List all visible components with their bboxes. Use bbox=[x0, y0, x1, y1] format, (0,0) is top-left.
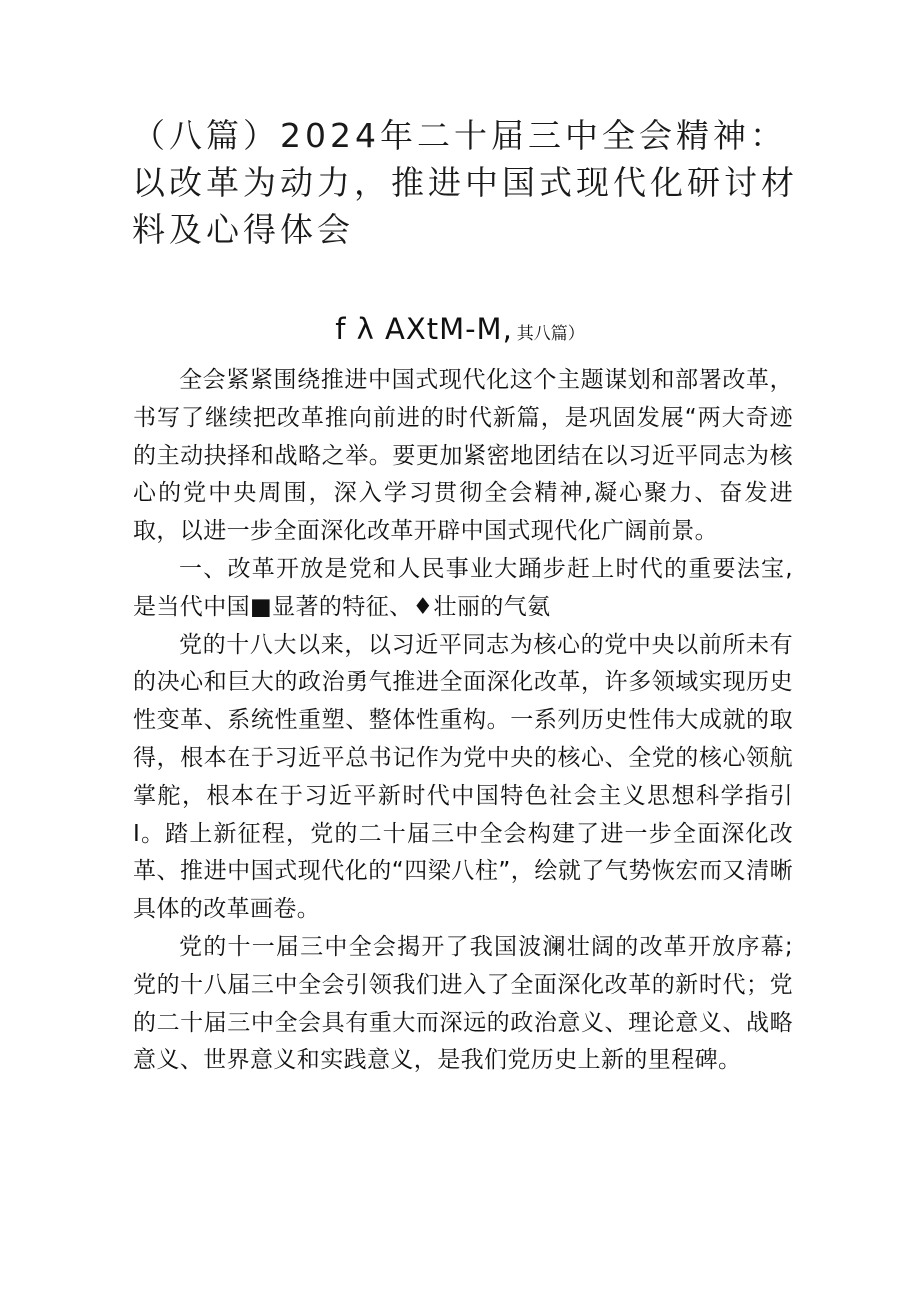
paragraph-body-2: 党的十一届三中全会揭开了我国波澜壮阔的改革开放序幕;党的十八届三中全会引领我们进入了全面深化改革的新时代；党的二十届三中全会具有重大而深远的政治意义、理论意义、战略意义、世界意义和实践意义，是我们党历史上新的里程碑。 bbox=[133, 933, 793, 1074]
document-subtitle bbox=[0, 312, 920, 346]
subtitle-small-text: 其八篇） bbox=[516, 324, 585, 344]
subtitle-main-text: f λ AXtM-M, bbox=[335, 312, 513, 346]
document-body bbox=[133, 362, 793, 1080]
paragraph-intro: 全会紧紧围绕推进中国式现代化这个主题谋划和部署改革，书写了继续把改革推向前进的时代新篇，是巩固发展“两大奇迹的主动抉择和战略之举。要更加紧密地团结在以习近平同志为核心的党中央周围，深入学习贯彻全会精神,凝心聚力、奋发进取，以进一步全面深化改革开辟中国式现代化广阔前景。 bbox=[133, 367, 793, 545]
paragraph-body-1: 党的十八大以来，以习近平同志为核心的党中央以前所未有的决心和巨大的政治勇气推进全面深化改革，许多领域实现历史性变革、系统性重塑、整体性重构。一系列历史性伟大成就的取得，根本在于习近平总书记作为党中央的核心、全党的核心领航掌舵，根本在于习近平新时代中国特色社会主义思想科学指引I。踏上新征程，党的二十届三中全会构建了进一步全面深化改革、推进中国式现代化的“四梁八柱”，绘就了气势恢宏而又清晰具体的改革画卷。 bbox=[133, 631, 793, 923]
paragraph-heading-1: 一、改革开放是党和人民事业大踊步赶上时代的重要法宝,是当代中国■显著的特征、♦壮丽的气氨 bbox=[133, 555, 793, 620]
document-title: （八篇）2024年二十届三中全会精神：以改革为动力，推进中国式现代化研讨材料及心得体会 bbox=[132, 116, 798, 249]
